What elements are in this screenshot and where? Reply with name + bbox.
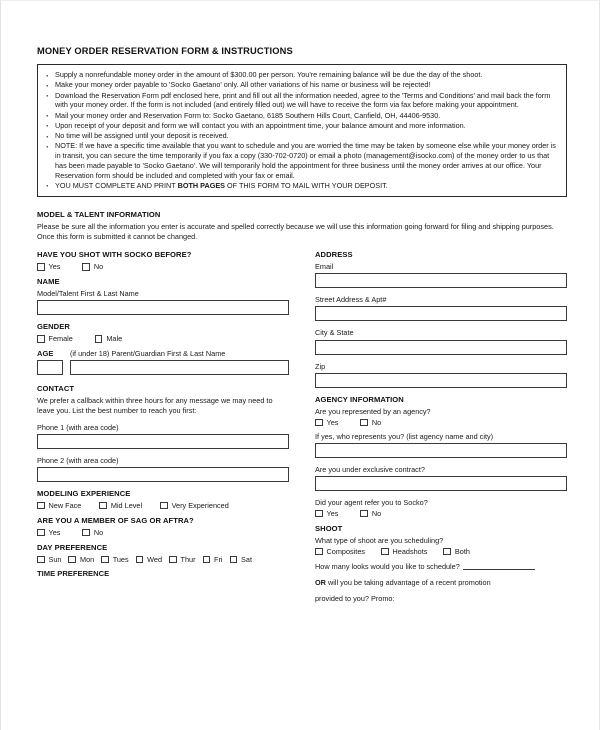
option-label: Yes xyxy=(48,262,61,272)
age-row xyxy=(37,349,289,375)
instruction-final-notice xyxy=(44,181,558,191)
notice-prefix: YOU MUST COMPLETE AND PRINT xyxy=(55,180,178,190)
looks-question: How many looks would you like to schedule? xyxy=(315,562,460,572)
instruction-item: · Download the Reservation Form pdf enclosed here, print and fill out all the information needed, agree to the 'Terms and Conditions' and mail back the form with your money order. If the form is not included (and entirely filled out) we will have to receive the form via fax before making your appointment. xyxy=(44,91,558,111)
option-label: Tues xyxy=(112,554,129,564)
union-heading: ARE YOU A MEMBER OF SAG OR AFTRA? xyxy=(37,515,194,525)
shoot-heading: SHOOT xyxy=(315,524,343,534)
option-label: Headshots xyxy=(392,547,428,557)
contact-note: We prefer a callback within three hours for any message we may need to leave you. List the best number to reach you first: xyxy=(37,396,273,416)
shot-before-yes[interactable] xyxy=(37,262,60,271)
gender-options xyxy=(37,334,289,343)
model-talent-heading: MODEL & TALENT INFORMATION xyxy=(37,210,161,219)
phone1-label: Phone 1 (with area code) xyxy=(37,422,119,432)
day-tues[interactable] xyxy=(101,555,128,564)
checkbox-icon[interactable] xyxy=(160,502,168,510)
option-label: Composites xyxy=(326,547,366,557)
exclusive-contract-question: Are you under exclusive contract? xyxy=(315,464,425,474)
option-label: Yes xyxy=(326,417,339,427)
option-label: Both xyxy=(454,547,470,557)
represented-no[interactable] xyxy=(360,418,381,427)
left-column xyxy=(37,250,289,599)
day-mon[interactable] xyxy=(68,555,94,564)
name-input[interactable] xyxy=(37,300,289,315)
union-yes[interactable] xyxy=(37,528,60,537)
instruction-item: · No time will be assigned until your deposit is received. xyxy=(44,131,558,141)
notice-suffix: OF THIS FORM TO MAIL WITH YOUR DEPOSIT. xyxy=(225,180,388,190)
phone2-input[interactable] xyxy=(37,467,289,482)
option-label: Sat xyxy=(241,554,252,564)
looks-input[interactable] xyxy=(463,561,535,570)
checkbox-icon[interactable] xyxy=(443,548,451,556)
instructions-box xyxy=(37,64,567,197)
checkbox-icon[interactable] xyxy=(381,548,389,556)
option-label: Mid Level xyxy=(110,500,143,510)
name-group xyxy=(37,277,289,315)
checkbox-icon[interactable] xyxy=(37,502,45,510)
checkbox-icon[interactable] xyxy=(95,335,103,343)
age-group xyxy=(37,349,289,375)
who-represents-field[interactable] xyxy=(315,443,567,458)
guardian-label: (if under 18) Parent/Guardian First & Last Name xyxy=(70,349,226,359)
option-label: Male xyxy=(106,334,123,344)
guardian-field-wrap xyxy=(70,349,289,375)
option-label: Yes xyxy=(48,527,61,537)
agency-group xyxy=(315,395,567,518)
checkbox-icon[interactable] xyxy=(101,556,109,564)
day-fri[interactable] xyxy=(203,555,223,564)
checkbox-icon[interactable] xyxy=(230,556,238,564)
address-heading: ADDRESS xyxy=(315,250,353,260)
day-wed[interactable] xyxy=(136,555,162,564)
experience-heading: MODELING EXPERIENCE xyxy=(37,488,131,498)
instruction-item: · Upon receipt of your deposit and form we will contact you with an appointment time, your balance amount and more information. xyxy=(44,121,558,131)
shoot-type-headshots[interactable] xyxy=(381,547,427,556)
gender-group xyxy=(37,322,289,343)
instruction-item: · Supply a nonrefundable money order in the amount of $300.00 per person. You're remaining balance will be due the day of the shoot. xyxy=(44,70,558,80)
gender-female[interactable] xyxy=(37,334,73,343)
email-field[interactable] xyxy=(315,273,567,288)
exclusive-contract-field[interactable] xyxy=(315,476,567,491)
experience-mid-level[interactable] xyxy=(99,501,142,510)
referral-question: Did your agent refer you to Socko? xyxy=(315,498,428,508)
looks-question-row xyxy=(315,561,567,571)
option-label: Yes xyxy=(326,509,339,519)
checkbox-icon[interactable] xyxy=(99,502,107,510)
address-group xyxy=(315,250,567,387)
checkbox-icon[interactable] xyxy=(37,335,45,343)
age-heading: AGE xyxy=(37,349,54,359)
checkbox-icon[interactable] xyxy=(37,263,45,271)
day-sun[interactable] xyxy=(37,555,61,564)
experience-new-face[interactable] xyxy=(37,501,81,510)
notice-emphasis: BOTH PAGES xyxy=(177,180,226,190)
shot-before-options xyxy=(37,262,289,271)
promo-prefix: OR xyxy=(315,578,326,588)
instruction-item: · NOTE: If we have a specific time available that you want to schedule and you are worried the time may be taken by someone else while your money order is in transit, you can secure the time temporarily if you fax a copy (330-702-0720) or email a photo (management@isocko.com) of the money order to us that has been made payable to 'Socko Gaetano'. We will temporarily hold the appointment for three business until the money order arrives at our office. Your Reservation form should be included and completed with your fax or email. xyxy=(44,141,558,180)
city-state-field[interactable] xyxy=(315,340,567,355)
experience-group xyxy=(37,489,289,510)
zip-field[interactable] xyxy=(315,373,567,388)
shot-before-group xyxy=(37,250,289,271)
option-label: No xyxy=(93,262,104,272)
checkbox-icon[interactable] xyxy=(136,556,144,564)
option-label: No xyxy=(371,417,382,427)
shoot-group xyxy=(315,524,567,603)
checkbox-icon[interactable] xyxy=(315,548,323,556)
phone1-input[interactable] xyxy=(37,434,289,449)
street-label: Street Address & Apt# xyxy=(315,295,387,305)
page-title: MONEY ORDER RESERVATION FORM & INSTRUCTIONS xyxy=(37,46,293,56)
shoot-type-options xyxy=(315,547,567,556)
checkbox-icon[interactable] xyxy=(315,510,323,518)
phone2-label: Phone 2 (with area code) xyxy=(37,455,119,465)
page-content xyxy=(37,46,567,706)
instruction-item: · Make your money order payable to 'Socko Gaetano' only. All other variations of his name or business will be rejected! xyxy=(44,80,558,90)
shoot-type-both[interactable] xyxy=(443,547,470,556)
gender-heading: GENDER xyxy=(37,322,70,332)
option-label: Female xyxy=(48,334,73,344)
promo-text: will you be taking advantage of a recent promotion xyxy=(325,578,491,588)
shoot-type-composites[interactable] xyxy=(315,547,365,556)
checkbox-icon[interactable] xyxy=(360,419,368,427)
option-label: Very Experienced xyxy=(171,500,229,510)
day-thur[interactable] xyxy=(169,555,196,564)
option-label: No xyxy=(371,509,382,519)
guardian-input[interactable] xyxy=(70,360,289,375)
checkbox-icon[interactable] xyxy=(360,510,368,518)
union-options xyxy=(37,528,289,537)
checkbox-icon[interactable] xyxy=(37,529,45,537)
shot-before-heading: HAVE YOU SHOT WITH SOCKO BEFORE? xyxy=(37,250,192,260)
name-label: Model/Talent First & Last Name xyxy=(37,289,139,299)
option-label: Wed xyxy=(147,554,163,564)
day-preference-heading: DAY PREFERENCE xyxy=(37,542,108,552)
checkbox-icon[interactable] xyxy=(315,419,323,427)
time-preference-heading-clipped: TIME PREFERENCE xyxy=(37,568,110,578)
street-field[interactable] xyxy=(315,306,567,321)
day-preference-group xyxy=(37,542,289,578)
promo-clipped-line: provided to you? Promo: xyxy=(315,593,395,603)
instruction-item: · Mail your money order and Reservation Form to: Socko Gaetano, 6185 Southern Hills Court, Canfield, OH, 44406-9530. xyxy=(44,111,558,121)
referral-yes[interactable] xyxy=(315,509,338,518)
experience-very-experienced[interactable] xyxy=(160,501,229,510)
checkbox-icon[interactable] xyxy=(169,556,177,564)
option-label: Fri xyxy=(214,554,223,564)
checkbox-icon[interactable] xyxy=(203,556,211,564)
instructions-list xyxy=(44,70,558,191)
age-field-wrap xyxy=(37,349,63,375)
contact-heading: CONTACT xyxy=(37,384,75,394)
model-talent-intro: Please be sure all the information you enter is accurate and spelled correctly because we will use this information going forward for filing and shipping purposes. Once this form is submitted it cannot be changed. xyxy=(37,222,554,241)
agency-heading: AGENCY INFORMATION xyxy=(315,394,404,404)
gender-male[interactable] xyxy=(95,334,122,343)
right-column xyxy=(315,250,567,603)
promo-question xyxy=(315,578,567,588)
day-preference-options xyxy=(37,555,289,564)
who-represents-question: If yes, who represents you? (list agency name and city) xyxy=(315,431,494,441)
city-state-label: City & State xyxy=(315,328,354,338)
contact-group xyxy=(37,384,289,481)
option-label: Mon xyxy=(79,554,95,564)
experience-options xyxy=(37,501,289,510)
name-heading: NAME xyxy=(37,277,60,287)
union-no[interactable] xyxy=(82,528,103,537)
checkbox-icon[interactable] xyxy=(68,556,76,564)
email-label: Email xyxy=(315,262,334,272)
option-label: No xyxy=(93,527,104,537)
referral-options xyxy=(315,509,567,518)
represented-options xyxy=(315,418,567,427)
day-sat[interactable] xyxy=(230,555,252,564)
checkbox-icon[interactable] xyxy=(82,529,90,537)
option-label: Thur xyxy=(180,554,196,564)
represented-yes[interactable] xyxy=(315,418,338,427)
represented-question: Are you represented by an agency? xyxy=(315,406,431,416)
form-columns xyxy=(37,250,567,603)
age-input[interactable] xyxy=(37,360,63,375)
option-label: New Face xyxy=(48,500,82,510)
checkbox-icon[interactable] xyxy=(82,263,90,271)
zip-label: Zip xyxy=(315,361,326,371)
shoot-type-question: What type of shoot are you scheduling? xyxy=(315,536,444,546)
checkbox-icon[interactable] xyxy=(37,556,45,564)
union-group xyxy=(37,516,289,537)
shot-before-no[interactable] xyxy=(82,262,103,271)
option-label: Sun xyxy=(48,554,62,564)
referral-no[interactable] xyxy=(360,509,381,518)
